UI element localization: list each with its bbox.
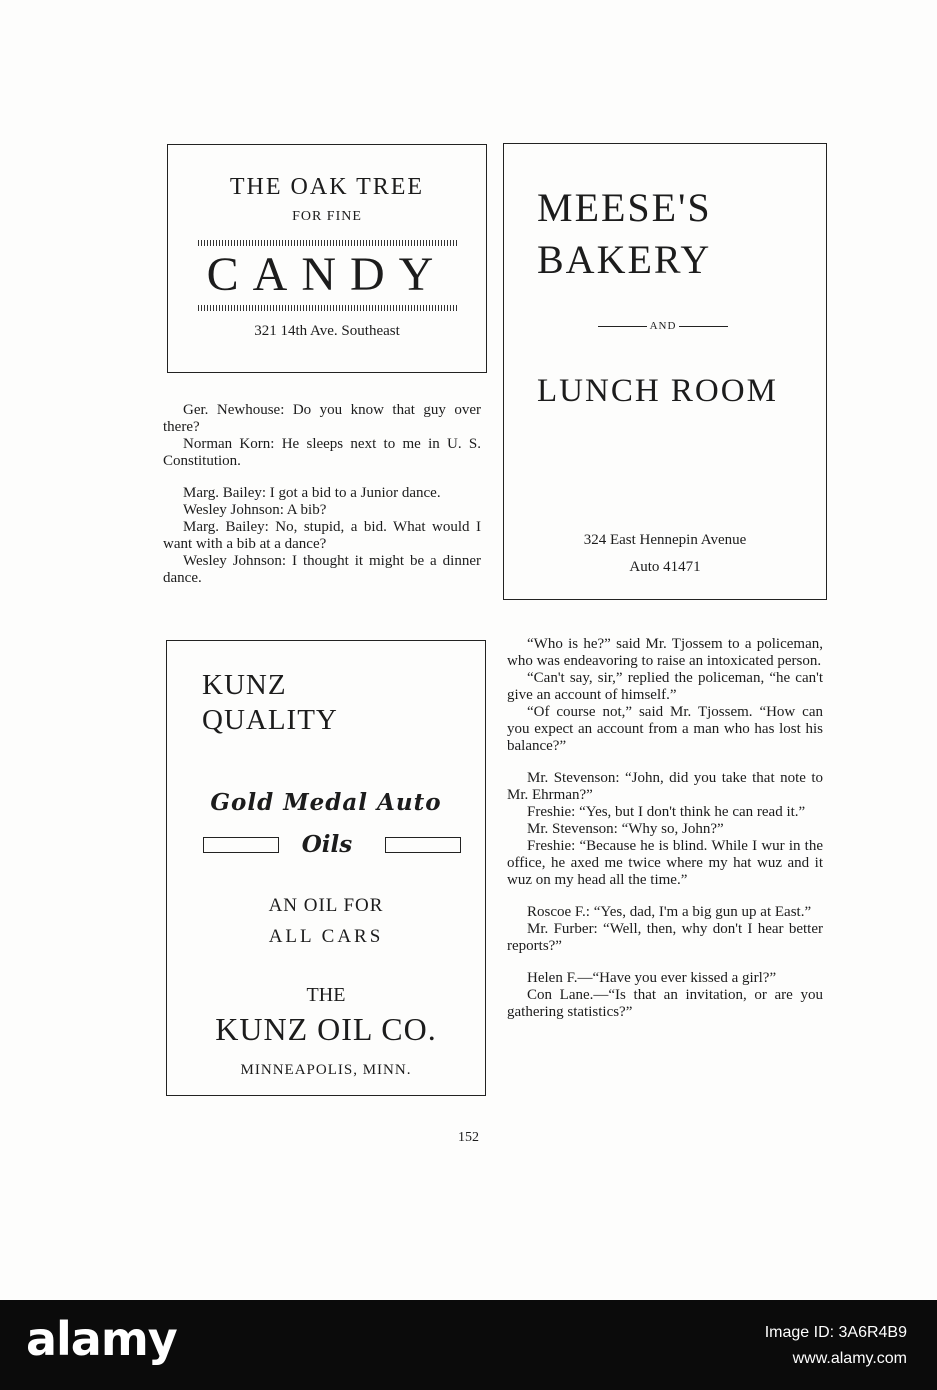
lunch-room-title: LUNCH ROOM bbox=[537, 373, 778, 409]
kunz-title: KUNZ bbox=[202, 669, 287, 701]
and-divider bbox=[598, 320, 728, 332]
joke-line: Con Lane.—“Is that an invitation, or are you gathering statistics?” bbox=[507, 987, 823, 1020]
image-id-label: Image ID: 3A6R4B9 bbox=[764, 1324, 907, 1341]
meese-title: MEESE'S bbox=[537, 185, 712, 230]
joke-line: Roscoe F.: “Yes, dad, I'm a big gun up at East.” bbox=[527, 904, 812, 920]
meese-phone: Auto 41471 bbox=[629, 559, 701, 575]
joke-line: “Can't say, sir,” replied the policeman, “he can't give an account of himself.” bbox=[507, 670, 823, 703]
joke-line: Marg. Bailey: I got a bid to a Junior dance. bbox=[183, 485, 441, 501]
kunz-city: MINNEAPOLIS, MINN. bbox=[240, 1062, 412, 1078]
kunz-company: KUNZ OIL CO. bbox=[215, 1011, 437, 1047]
the-label: THE bbox=[306, 984, 346, 1006]
oak-tree-ad bbox=[167, 144, 487, 373]
top-rule bbox=[198, 240, 458, 246]
quality-title: QUALITY bbox=[202, 704, 338, 736]
joke-line: Freshie: “Yes, but I don't think he can read it.” bbox=[527, 804, 806, 820]
oil-line-1: AN OIL FOR bbox=[268, 895, 384, 916]
meese-bakery-ad bbox=[503, 143, 827, 600]
oak-tree-address: 321 14th Ave. Southeast bbox=[254, 323, 400, 339]
left-bar bbox=[203, 837, 279, 853]
bakery-title: BAKERY bbox=[537, 237, 712, 282]
oils-script: Oils bbox=[301, 831, 353, 858]
joke-line: Ger. Newhouse: Do you know that guy over there? bbox=[163, 402, 481, 435]
gold-medal-script: Gold Medal Auto bbox=[210, 789, 442, 816]
site-url: www.alamy.com bbox=[792, 1350, 907, 1367]
joke-line: Marg. Bailey: No, stupid, a bid. What would I want with a bib at a dance? bbox=[163, 519, 481, 552]
meese-address: 324 East Hennepin Avenue bbox=[583, 532, 747, 548]
joke-line: Helen F.—“Have you ever kissed a girl?” bbox=[527, 970, 777, 986]
joke-line: Norman Korn: He sleeps next to me in U. S. Constitution. bbox=[163, 436, 481, 469]
joke-line: Mr. Furber: “Well, then, why don't I hear better reports?” bbox=[507, 921, 823, 954]
oak-tree-subtitle: FOR FINE bbox=[292, 209, 362, 224]
kunz-oil-ad bbox=[166, 640, 486, 1096]
joke-line: Mr. Stevenson: “Why so, John?” bbox=[527, 821, 724, 837]
watermark-banner bbox=[0, 1300, 937, 1390]
jokes-right-column bbox=[507, 636, 823, 1021]
page-number: 152 bbox=[458, 1130, 479, 1145]
candy-headline: CANDY bbox=[206, 248, 448, 301]
joke-line: “Who is he?” said Mr. Tjossem to a policeman, who was endeavoring to raise an intoxicated person. bbox=[507, 636, 823, 669]
joke-line: Freshie: “Because he is blind. While I wur in the office, he axed me twice where my hat wuz and it wuz on my head all the time.” bbox=[507, 838, 823, 888]
oil-line-2: ALL CARS bbox=[268, 926, 384, 947]
alamy-logo: alamy bbox=[26, 1312, 177, 1366]
joke-line: Mr. Stevenson: “John, did you take that note to Mr. Ehrman?” bbox=[507, 770, 823, 803]
joke-line: “Of course not,” said Mr. Tjossem. “How can you expect an account from a man who has lost his balance?” bbox=[507, 704, 823, 754]
bottom-rule bbox=[198, 305, 458, 311]
right-bar bbox=[385, 837, 461, 853]
joke-line: Wesley Johnson: A bib? bbox=[183, 502, 327, 518]
joke-line: Wesley Johnson: I thought it might be a dinner dance. bbox=[163, 553, 481, 586]
jokes-left-column bbox=[163, 402, 481, 587]
oak-tree-title: THE OAK TREE bbox=[229, 174, 425, 200]
and-label: AND bbox=[649, 320, 677, 332]
